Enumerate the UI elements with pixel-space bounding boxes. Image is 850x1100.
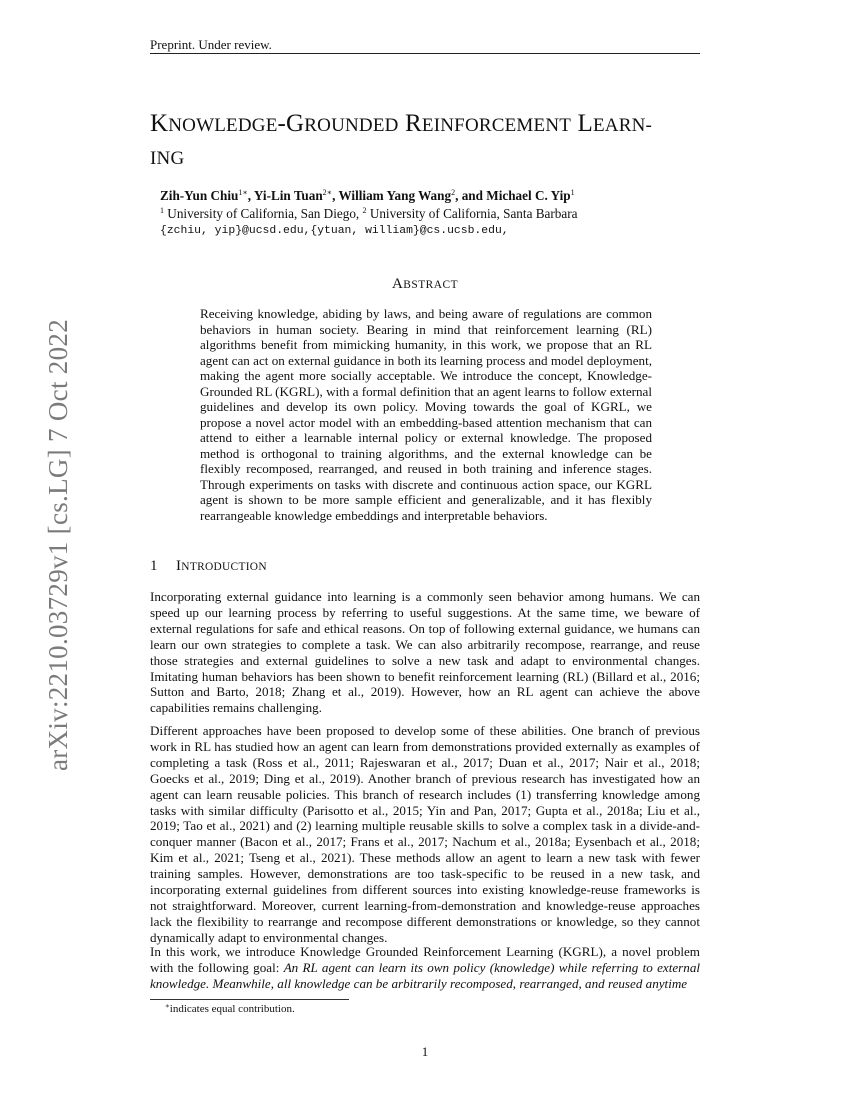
header-rule (150, 53, 700, 54)
goal-statement: An RL agent can learn its own policy (knowledge) while referring to external knowledge. Meanwhile, all knowledge can be arbitrarily recomposed, rearranged, and reused anytime (150, 959, 700, 991)
author-name: Zih-Yun Chiu (160, 188, 239, 203)
section-number: 1 (150, 558, 158, 574)
author-list: Zih-Yun Chiu$^{1∗}$, Yi-Lin Tuan$^{2∗}$, William Yang Wang$^2$, and Michael C. Yip$^1$ (160, 188, 575, 203)
paper-title (150, 108, 705, 174)
author-name: William Yang Wang (338, 188, 452, 203)
title-word: REINFORCEMENT (398, 110, 572, 137)
author-emails: {zchiu, yip}@ucsd.edu,{ytuan, william}@cs.ucsb.edu, (160, 225, 509, 237)
paragraph: In this work, we introduce Knowledge Grounded Reinforcement Learning (KGRL), a novel problem with the following goal: An RL agent can learn its own policy (knowledge) while referring to external knowledge. Meanwhile, all knowledge can be arbitrarily recomposed, rearranged, and reused anytime (150, 944, 700, 991)
affiliations: $^1$ University of California, San Diego, $^2$ University of California, Santa Barbara (160, 206, 578, 221)
affiliation: University of California, Santa Barbara (366, 206, 578, 221)
running-header: Preprint. Under review. (150, 37, 272, 52)
paragraph: Different approaches have been proposed to develop some of these abilities. One branch of previous work in RL has studied how an agent can learn from demonstrations provided externally as examples of completing a task (Ross et al., 2011; Rajeswaran et al., 2017; Duan et al., 2017; Nair et al., 2018; Goecks et al., 2019; Ding et al., 2019). Another branch of previous research has investigated how an agent can learn reusable policies. This branch of research includes (1) transferring knowledge among tasks with similar difficulty (Parisotto et al., 2015; Yin and Pan, 2017; Gupta et al., 2018a; Liu et al., 2019; Tao et al., 2021) and (2) learning multiple reusable skills to solve a complex task in a divide-and-conquer manner (Bacon et al., 2017; Frans et al., 2017; Nachum et al., 2018a; Eysenbach et al., 2018; Kim et al., 2021; Tseng et al., 2021). These methods allow an agent to learn a new task with fewer training samples. However, demonstrations are too task-specific to be reused in a new task, and incorporating external guidelines from different sources into existing knowledge-reuse frameworks is not straightforward. Moreover, current learning-from-demonstration and knowledge-reuse approaches lack the flexibility to rearrange and recompose different demonstrations or knowledge, so they cannot dynamically adapt to environmental changes. (150, 723, 700, 945)
paragraph: Incorporating external guidance into learning is a commonly seen behavior among humans. We can speed up our learning process by referring to useful suggestions. At the same time, we beware of external regulations for safe and ethical reasons. On top of following external guidance, we humans can learn our own strategies to complete a task. We can also arbitrarily recompose, rearrange, and reuse those strategies and external guidelines to solve a new task and adapt to environmental changes. Imitating human behaviors has been shown to benefit reinforcement learning (RL) (Billard et al., 2016; Sutton and Barto, 2018; Zhang et al., 2019). However, how an RL agent can achieve the above capabilities remains challenging. (150, 589, 700, 716)
affiliation: University of California, San Diego, (164, 206, 363, 221)
abstract-text: Receiving knowledge, abiding by laws, and being aware of regulations are common behaviors in human society. Bearing in mind that reinforcement learning (RL) algorithms benefit from mimicking humanity, in this work, we propose that an RL agent can act on external guidance in both its learning process and model deployment, making the agent more socially acceptable. We introduce the concept, Knowledge-Grounded RL (KGRL), with a formal definition that an agent learns to follow external guidelines and develop its own policy. Moving towards the goal of KGRL, we propose a novel actor model with an embedding-based attention mechanism that can attend to either a learnable internal policy or external knowledge. The proposed method is orthogonal to training algorithms, and the external knowledge can be flexibly recomposed, rearranged, and reused in both training and inference stages. Through experiments on tasks with discrete and continuous action space, our KGRL agent is shown to be more sample efficient and generalizable, and it has flexibly rearrangeable knowledge embeddings and interpretable behaviors. (200, 306, 652, 523)
author-affiliation-mark: 2 (451, 188, 456, 197)
author-affiliation-mark: 1 (570, 188, 575, 197)
title-word: ING (150, 148, 185, 169)
author-name: Yi-Lin Tuan (253, 188, 323, 203)
footnote: ∗indicates equal contribution. (165, 1002, 295, 1015)
title-word: LEARN- (571, 110, 653, 137)
section-heading-introduction: 1 INTRODUCTION (150, 558, 267, 574)
title-word: -GROUNDED (277, 110, 399, 137)
author-affiliation-mark: 1∗ (238, 188, 248, 197)
abstract-heading: ABSTRACT (391, 276, 459, 292)
arxiv-identifier[interactable]: arXiv:2210.03729v1 [cs.LG] 7 Oct 2022 (43, 318, 73, 772)
title-word: KNOWLEDGE (150, 110, 278, 137)
author-name: Michael C. Yip (486, 188, 571, 203)
author-affiliation-mark: 2∗ (322, 188, 333, 197)
page-number: 1 (421, 1044, 429, 1059)
footnote-rule (150, 999, 349, 1000)
